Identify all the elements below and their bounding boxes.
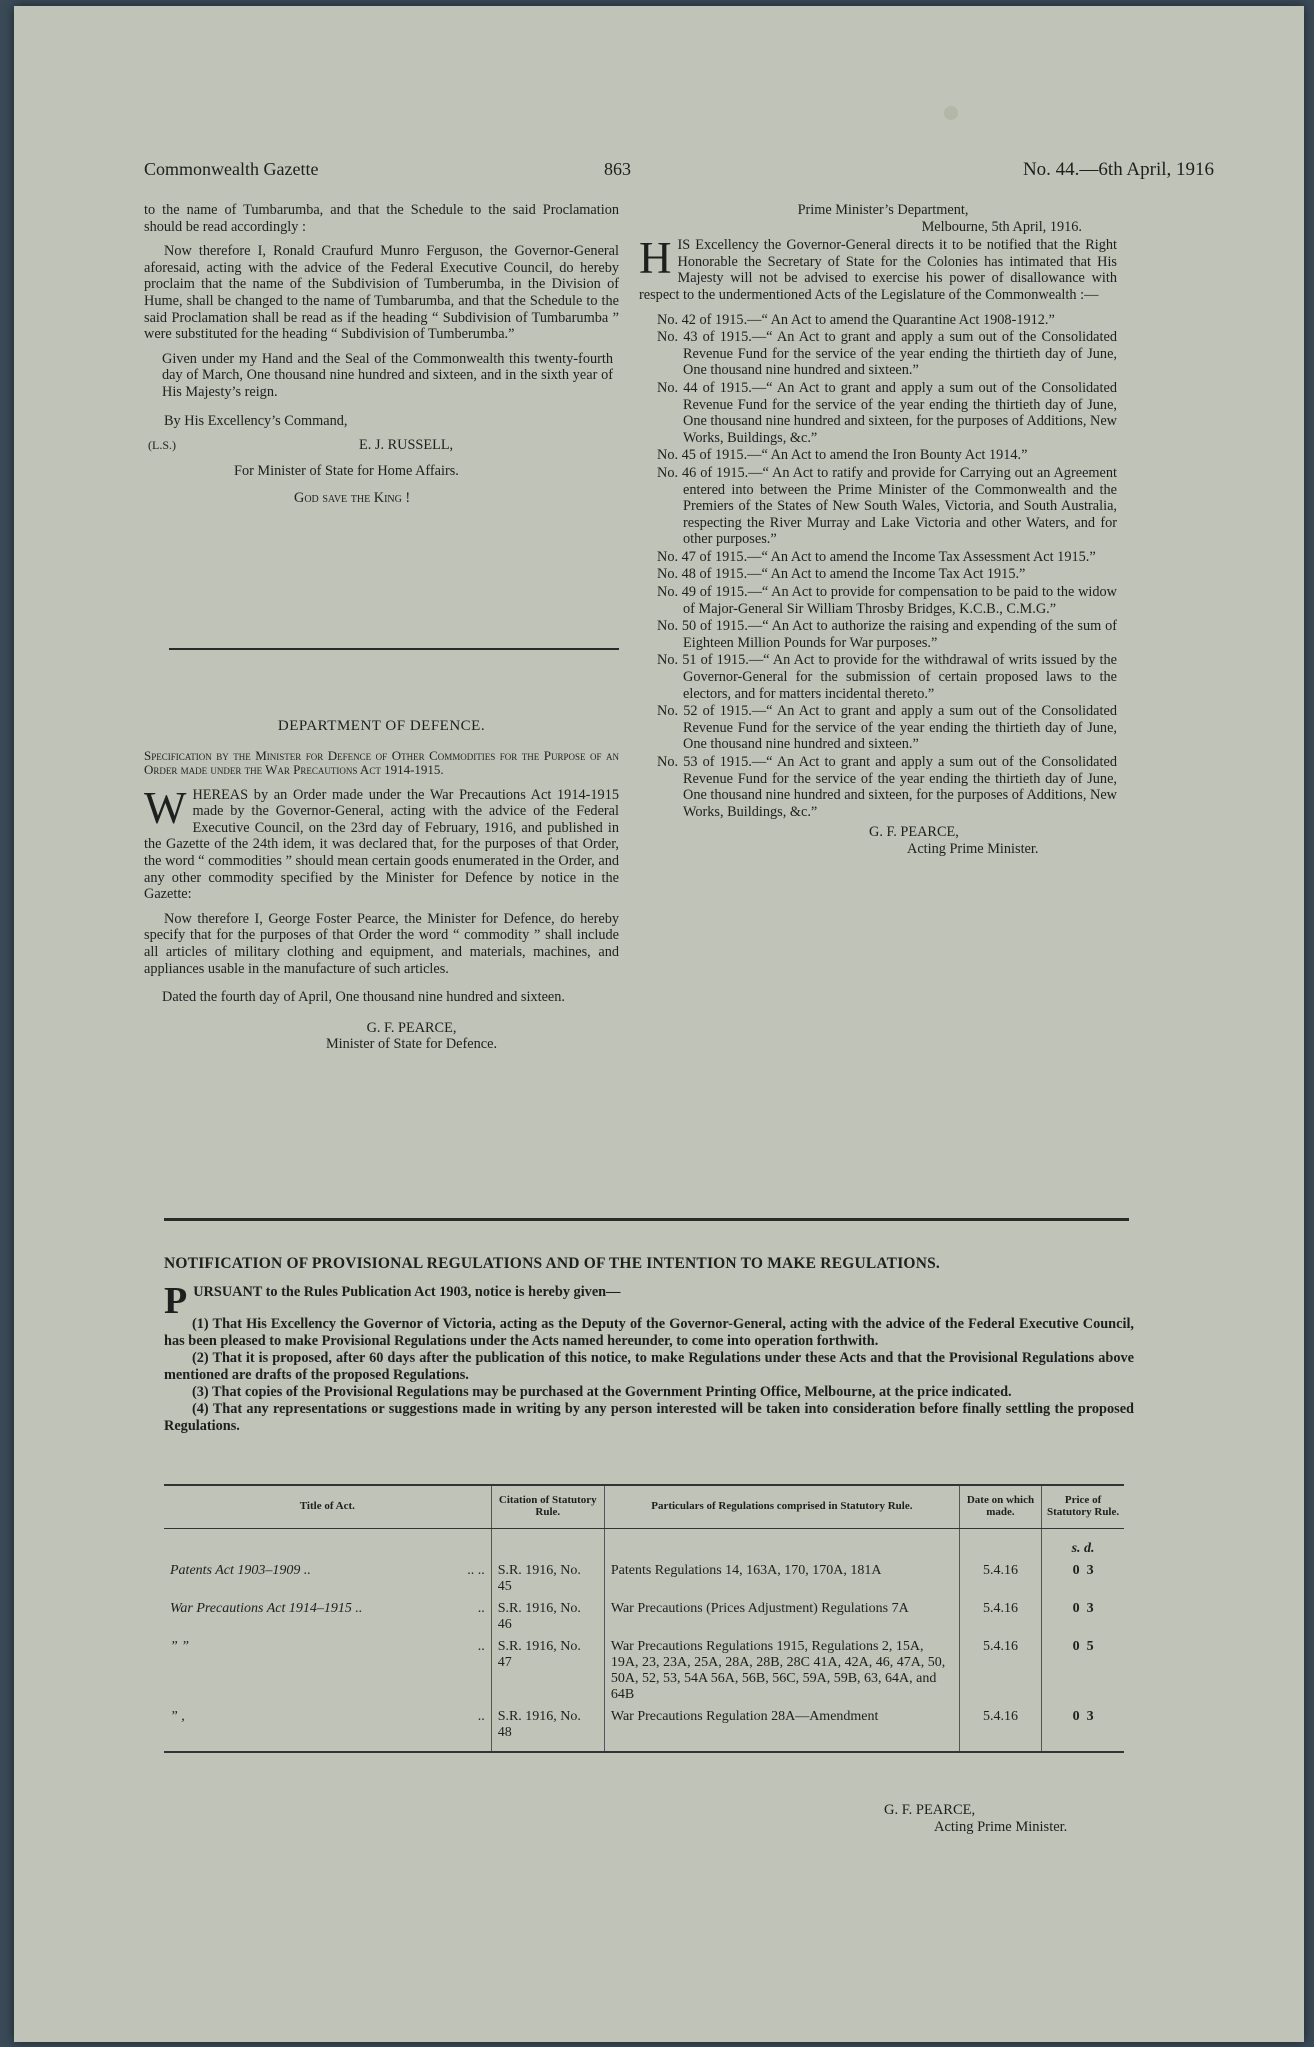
given-under-text: Given under my Hand and the Seal of the Commonwealth this twenty-fourth day of March, One thousand nine hundred and sixteen, and in the sixth year of His Majesty’s reign.: [162, 350, 613, 400]
drop-cap-p: P: [164, 1280, 188, 1322]
citation: S.R. 1916, No. 46: [491, 1598, 604, 1636]
col-header-title: Title of Act.: [164, 1485, 491, 1529]
defence-notice: [144, 718, 619, 1053]
notification-item: (4) That any representations or suggestions made in writing by any person interested will be taken into consideration before finally settling the proposed Regulations.: [164, 1401, 1134, 1434]
pm-department: Prime Minister’s Department,: [797, 202, 969, 218]
notification-signer: G. F. PEARCE,: [884, 1802, 976, 1818]
particulars: Patents Regulations 14, 163A, 170, 170A, 181A: [604, 1560, 959, 1598]
notification-divider: [164, 1218, 1129, 1221]
notification-title: NOTIFICATION OF PROVISIONAL REGULATIONS AND OF THE INTENTION TO MAKE REGULATIONS.: [164, 1255, 940, 1272]
leader-dots: .. ..: [467, 1563, 485, 1578]
table-row: [164, 1706, 1124, 1752]
act-entry: No. 48 of 1915.—“ An Act to amend the Income Tax Act 1915.”: [657, 566, 1026, 583]
particulars: War Precautions Regulation 28A—Amendment: [604, 1706, 959, 1752]
particulars: War Precautions (Prices Adjustment) Regulations 7A: [604, 1598, 959, 1636]
notification-item: (3) That copies of the Provisional Regulations may be purchased at the Government Printing Office, Melbourne, at the price indicated.: [192, 1384, 1012, 1400]
seal-mark: (L.S.): [148, 438, 176, 453]
notification-lead: URSUANT to the Rules Publication Act 1903, notice is hereby given—: [193, 1284, 621, 1300]
col-header-date: Date on which made.: [959, 1485, 1041, 1529]
act-entry: No. 51 of 1915.—“ An Act to provide for the withdrawal of writs issued by the Governor-General for the submission of certain proposed laws to the electors, and for matters incidental thereto.”: [657, 652, 1117, 702]
leader-dots: ..: [477, 1639, 485, 1654]
notification-item: (2) That it is proposed, after 60 days after the publication of this notice, to make Regulations under these Acts and that the Provisional Regulations above mentioned are drafts of the proposed Regulations.: [164, 1350, 1134, 1383]
left-column: [144, 202, 619, 514]
leader-dots: ..: [477, 1601, 485, 1616]
drop-cap-h: H: [639, 233, 672, 284]
date-made: 5.4.16: [959, 1636, 1041, 1706]
date-made: 5.4.16: [959, 1560, 1041, 1598]
citation: S.R. 1916, No. 47: [491, 1636, 604, 1706]
dated-text: Dated the fourth day of April, One thousand nine hundred and sixteen.: [162, 989, 565, 1006]
gazette-page: [14, 6, 1304, 2042]
date-made: 5.4.16: [959, 1706, 1041, 1752]
section-divider: [169, 648, 619, 650]
page-header: [144, 159, 1214, 185]
signer-name: E. J. RUSSELL,: [359, 437, 454, 454]
disallowance-text: IS Excellency the Governor-General directs it to be notified that the Right Honorable the Secretary of State for the Colonies has intimated that His Majesty will not be advised to exercise his power of disallowance with respect to the undermentioned Acts of the Legislature of the Commonwealth :—: [639, 237, 1117, 303]
table-row: [164, 1636, 1124, 1706]
act-title: War Precautions Act 1914–1915 ..: [170, 1601, 363, 1616]
department-title: DEPARTMENT OF DEFENCE.: [277, 718, 486, 734]
regulations-table: [164, 1484, 1124, 1753]
col-header-citation: Citation of Statutory Rule.: [491, 1485, 604, 1529]
proclamation-text: Now therefore I, Ronald Craufurd Munro Ferguson, the Governor-General aforesaid, acting with the advice of the Federal Executive Council, do hereby proclaim that the name of the Subdivision of Tumberumba, in the Division of Hume, shall be changed to the name of Tumbarumba, and that the Schedule to the said Proclamation shall be read as if the heading “ Subdivision of Tumbarumba ” were substituted for the heading “ Subdivision of Tumberumba.”: [144, 243, 619, 343]
notification-item: (1) That His Excellency the Governor of Victoria, acting as the Deputy of the Governor-General, acting with the advice of the Federal Executive Council, has been pleased to make Provisional Regulations under the Acts named hereunder, to come into operation forthwith.: [164, 1316, 1134, 1349]
table-row: [164, 1598, 1124, 1636]
act-title: Patents Act 1903–1909 ..: [170, 1563, 311, 1578]
acts-list: [639, 312, 1117, 821]
col-header-price: Price of Statutory Rule.: [1042, 1485, 1124, 1529]
notification-signature: [884, 1802, 1067, 1836]
defence-signer-title: Minister of State for Defence.: [325, 1036, 498, 1053]
price: 0 3: [1042, 1706, 1124, 1752]
act-entry: No. 44 of 1915.—“ An Act to grant and apply a sum out of the Consolidated Revenue Fund for the service of the year ending the thirtieth day of June, One thousand nine hundred and sixteen, for the purposes of Additions, New Works, Buildings, &c.”: [657, 379, 1117, 446]
paper-stain: [944, 106, 958, 120]
date-made: 5.4.16: [959, 1598, 1041, 1636]
citation: S.R. 1916, No. 48: [491, 1706, 604, 1752]
by-command-text: By His Excellency’s Command,: [164, 412, 348, 429]
defence-signer: G. F. PEARCE,: [366, 1019, 457, 1036]
act-entry: No. 53 of 1915.—“ An Act to grant and apply a sum out of the Consolidated Revenue Fund for the service of the year ending the thirtieth day of June, One thousand nine hundred and sixteen, for the purposes of Additions, New Works, Buildings, &c.”: [657, 754, 1117, 820]
pm-signer: G. F. PEARCE,: [869, 824, 959, 841]
notification-signer-title: Acting Prime Minister.: [934, 1819, 1068, 1835]
specification-heading: Specification by the Minister for Defence of Other Commodities for the Purpose of an Order made under the War Precautions Act 1914-1915.: [144, 747, 619, 777]
citation: S.R. 1916, No. 45: [491, 1560, 604, 1598]
page-number: 863: [604, 159, 631, 179]
drop-cap-w: W: [144, 782, 187, 833]
intro-text: to the name of Tumbarumba, and that the Schedule to the said Proclamation should be read accordingly :: [144, 202, 619, 235]
act-entry: No. 50 of 1915.—“ An Act to authorize the raising and expending of the sum of Eighteen Million Pounds for War purposes.”: [657, 618, 1117, 651]
issue-number: No. 44.—6th April, 1916: [1022, 159, 1214, 180]
signer-title: For Minister of State for Home Affairs.: [234, 463, 459, 480]
price-units-row: [164, 1529, 1124, 1561]
price: 0 5: [1042, 1636, 1124, 1706]
act-entry: No. 45 of 1915.—“ An Act to amend the Iron Bounty Act 1914.”: [657, 447, 1028, 464]
god-save-the-king: God save the King !: [294, 489, 411, 506]
pm-place-date: Melbourne, 5th April, 1916.: [921, 218, 1082, 235]
act-entry: No. 47 of 1915.—“ An Act to amend the Income Tax Assessment Act 1915.”: [657, 548, 1096, 565]
price: 0 3: [1042, 1598, 1124, 1636]
price-units: s. d.: [1042, 1529, 1124, 1561]
pm-signer-title: Acting Prime Minister.: [907, 840, 1039, 857]
table-row: [164, 1560, 1124, 1598]
act-title: ” ”: [170, 1639, 190, 1654]
act-entry: No. 49 of 1915.—“ An Act to provide for compensation to be paid to the widow of Major-General Sir William Throsby Bridges, K.C.B., C.M.G.”: [657, 584, 1117, 617]
act-entry: No. 42 of 1915.—“ An Act to amend the Quarantine Act 1908-1912.”: [657, 311, 1055, 328]
leader-dots: ..: [477, 1709, 485, 1724]
notification-body: [164, 1280, 1134, 1435]
col-header-particulars: Particulars of Regulations comprised in Statutory Rule.: [604, 1485, 959, 1529]
price: 0 3: [1042, 1560, 1124, 1598]
right-column: [639, 202, 1117, 858]
specification-text: Now therefore I, George Foster Pearce, the Minister for Defence, do hereby specify that for the purposes of that Order the word “ commodity ” shall include all articles of military clothing and equipment, and materials, machines, and appliances usable in the manufacture of such articles.: [144, 910, 619, 977]
publication-name: Commonwealth Gazette: [144, 159, 319, 179]
act-title: ” ,: [170, 1709, 185, 1724]
act-entry: No. 43 of 1915.—“ An Act to grant and apply a sum out of the Consolidated Revenue Fund for the service of the year ending the thirtieth day of June, One thousand nine hundred and sixteen.”: [657, 329, 1117, 379]
act-entry: No. 46 of 1915.—“ An Act to ratify and provide for Carrying out an Agreement entered into between the Prime Minister of the Commonwealth and the Premiers of the States of New South Wales, Victoria, and South Australia, respecting the River Murray and Lake Victoria and other Waters, and for other purposes.”: [657, 464, 1117, 548]
particulars: War Precautions Regulations 1915, Regulations 2, 15A, 19A, 23, 23A, 25A, 28A, 28B, 28C 41A, 42A, 46, 47A, 50, 50A, 52, 53, 54A 56A, 56B, 56C, 59A, 59B, 63, 64A, and 64B: [604, 1636, 959, 1706]
act-entry: No. 52 of 1915.—“ An Act to grant and apply a sum out of the Consolidated Revenue Fund for the service of the year ending the thirtieth day of June, One thousand nine hundred and sixteen.”: [657, 703, 1117, 753]
whereas-text: HEREAS by an Order made under the War Precautions Act 1914-1915 made by the Governor-General, acting with the advice of the Federal Executive Council, on the 23rd day of February, 1916, and published in the Gazette of the 24th idem, it was declared that, for the purposes of that Order, the word “ commodities ” should mean certain goods enumerated in the Order, and any other commodity specified by the Minister for Defence by notice in the Gazette:: [144, 786, 619, 903]
